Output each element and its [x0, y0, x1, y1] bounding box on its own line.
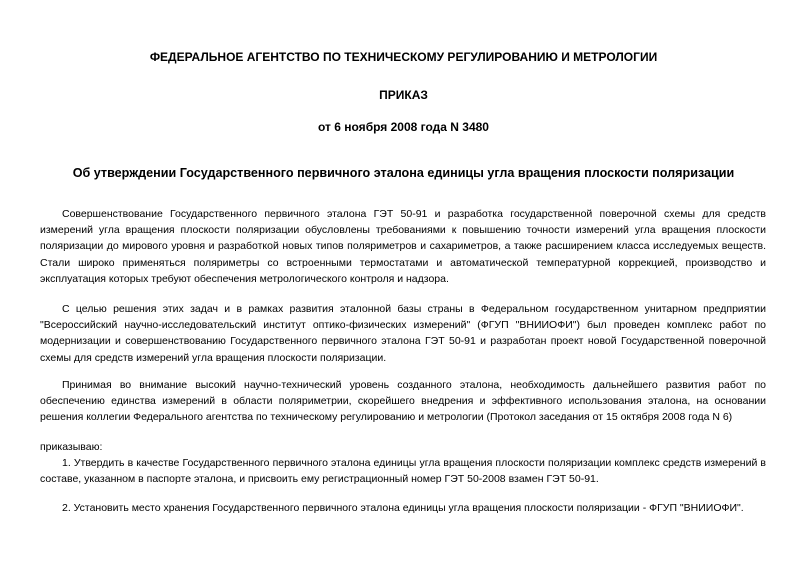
item-2-text: 2. Установить место хранения Государственного первичного эталона единицы угла вращения плоскости поляризации - ФГУП "ВНИИОФИ".	[62, 502, 744, 514]
paragraph-2-text: С целью решения этих задач и в рамках развития эталонной базы страны в Федеральном государственном унитарном предприятии "Всероссийский научно-исследовательский институт оптико-физических измерений" (ФГУП "ВНИИОФИ") был проведен комплекс работ по модернизации и совершенствованию Государственного первичного эталона ГЭТ 50-91 и разработан проект новой Государственной поверочной схемы для средств измерений угла вращения плоскости поляризации.	[40, 303, 766, 364]
agency-heading: ФЕДЕРАЛЬНОЕ АГЕНТСТВО ПО ТЕХНИЧЕСКОМУ РЕГУЛИРОВАНИЮ И МЕТРОЛОГИИ	[149, 50, 658, 64]
order-word: приказываю:	[40, 441, 103, 453]
paragraph-3-text: Принимая во внимание высокий научно-технический уровень созданного эталона, необходимость дальнейшего развития работ по обеспечению единства измерений в области поляриметрии, скорейшего внедрения и эффективного использования эталона, на основании решения коллегии Федерального агентства по техническому регулированию и метрологии (Протокол заседания от 15 октября 2008 года N 6)	[40, 379, 766, 424]
paragraph-1	[40, 206, 766, 287]
document-title: Об утверждении Государственного первичного эталона единицы угла вращения плоскости поляризации	[72, 166, 735, 180]
document-date-number: от 6 ноября 2008 года N 3480	[318, 120, 489, 134]
paragraph-2	[40, 301, 766, 366]
paragraph-3	[40, 377, 766, 426]
paragraph-1-text: Совершенствование Государственного первичного эталона ГЭТ 50-91 и разработка государственной поверочной схемы для средств измерений угла вращения плоскости поляризации обусловлены требованиями к повышению точности измерений угла вращения плоскости поляризации до мирового уровня и разработкой новых типов поляриметров и сахариметров, а также расширением класса исследуемых веществ. Стали широко применяться поляриметры со встроенными термостатами и автоматической температурной коррекцией, производство и эксплуатация которых требуют обеспечения метрологического контроля и надзора.	[40, 208, 766, 285]
order-word-block	[40, 439, 766, 455]
document-type: ПРИКАЗ	[379, 88, 428, 102]
item-1	[40, 455, 766, 487]
item-2	[40, 500, 766, 516]
item-1-text: 1. Утвердить в качестве Государственного первичного эталона единицы угла вращения плоскости поляризации комплекс средств измерений в составе, указанном в паспорте эталона, и присвоить ему регистрационный номер ГЭТ 50-2008 взамен ГЭТ 50-91.	[40, 457, 766, 486]
